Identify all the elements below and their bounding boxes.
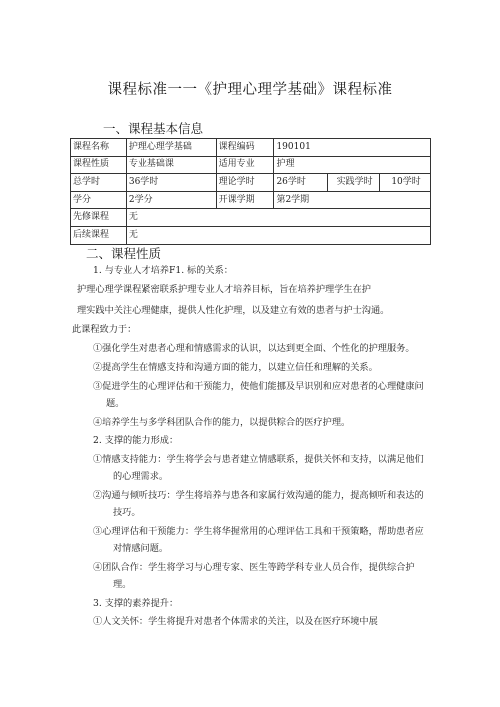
section-heading-course-nature: 二、课程性质 <box>86 246 162 261</box>
table-cell-value: 无 <box>126 209 430 227</box>
table-cell-value: 无 <box>126 226 430 244</box>
table-cell-value: 190101 <box>274 139 431 157</box>
table-cell-label: 适用专业 <box>216 156 274 174</box>
course-info-table <box>70 138 431 245</box>
table-row <box>71 226 431 244</box>
paragraph-line: ①强化学生对患者心理和情感需求的认识，以达到更全面、个性化的护理服务。 <box>93 343 415 354</box>
paragraph-line: 2. 支撑的能力形成： <box>93 435 179 446</box>
paragraph-line: ②提高学生在情感支持和沟通方面的能力，以建立信任和理解的关系。 <box>93 362 378 373</box>
table-cell-value: 专业基础课 <box>126 156 216 174</box>
paragraph-line: 理。 <box>113 579 132 590</box>
table-cell-value: 第2学期 <box>274 191 431 209</box>
table-row <box>71 191 431 209</box>
table-cell-label: 开课学期 <box>216 191 274 209</box>
table-cell-label: 理论学时 <box>216 174 274 192</box>
paragraph-line: ③促进学生的心理评估和干预能力，使他们能挪及早识别和应对患者的心理健康问 <box>93 381 424 392</box>
table-cell-label: 课程性质 <box>71 156 127 174</box>
paragraph-line: ①人文关怀：学生将提升对患者个体需求的关注，以及在医疗环境中展 <box>93 616 378 627</box>
table-cell-label: 实践学时 <box>328 174 380 192</box>
table-row <box>71 174 431 192</box>
paragraph-line: 题。 <box>106 398 125 409</box>
paragraph-line: 理实践中关注心理健康，提供人性化护理，以及建立有效的患者与护士沟通。 <box>77 305 390 316</box>
table-cell-value: 2学分 <box>126 191 216 209</box>
paragraph-line: 技巧。 <box>113 507 141 518</box>
table-row <box>71 209 431 227</box>
table-cell-value: 36学时 <box>126 174 216 192</box>
paragraph-line: ②沟通与倾听技巧：学生将培养与患各和家属行效沟通的能力，提高倾听和表达的 <box>93 490 424 501</box>
table-cell-value: 护理 <box>274 156 431 174</box>
table-cell-label: 后续课程 <box>71 226 127 244</box>
paragraph-line: 对情感问题。 <box>113 543 169 554</box>
paragraph-line: ④团队合作：学生将学习与心理专家、医生等跨学科专业人员合作，提供综合护 <box>93 562 415 573</box>
table-cell-label: 课程名称 <box>71 139 127 157</box>
paragraph-line: ④培养学生与多学科团队合作的能力，以提供粽合的医疗护理。 <box>93 417 351 428</box>
table-cell-label: 学分 <box>71 191 127 209</box>
document-title: 课程标准一一《护理心理学基础》课程标准 <box>107 82 393 98</box>
paragraph-line: ③心理评估和干预能力：学生将华握常用的心理评估工具和干预策略，帮助患者应 <box>93 526 424 537</box>
table-cell-label: 课程编码 <box>216 139 274 157</box>
paragraph-line: 的心理需求。 <box>113 471 169 482</box>
paragraph-line: 3. 支撑的素养提升： <box>93 598 179 609</box>
paragraph-line: 1. 与专业人才培养F1. 标的关系： <box>93 265 233 276</box>
table-row <box>71 139 431 157</box>
paragraph-line: 此课程致力于： <box>72 324 137 335</box>
table-cell-label: 先修课程 <box>71 209 127 227</box>
paragraph-line: ①情感支持能力：学生将学会与患者建立情感联系，提供关怀和支持，以满足他们 <box>93 454 424 465</box>
table-cell-value: 26学时 <box>274 174 328 192</box>
table-cell-value: 10学时 <box>380 174 431 192</box>
section-heading-basic-info: 一、课程基本信息 <box>103 121 204 136</box>
table-row <box>71 156 431 174</box>
paragraph-line: 护理心理学课程紧密联系护理专业人才培养目标，旨在培养护理学生在护 <box>77 284 371 295</box>
table-cell-label: 总学时 <box>71 174 127 192</box>
table-cell-value: 护理心理学基础 <box>126 139 216 157</box>
